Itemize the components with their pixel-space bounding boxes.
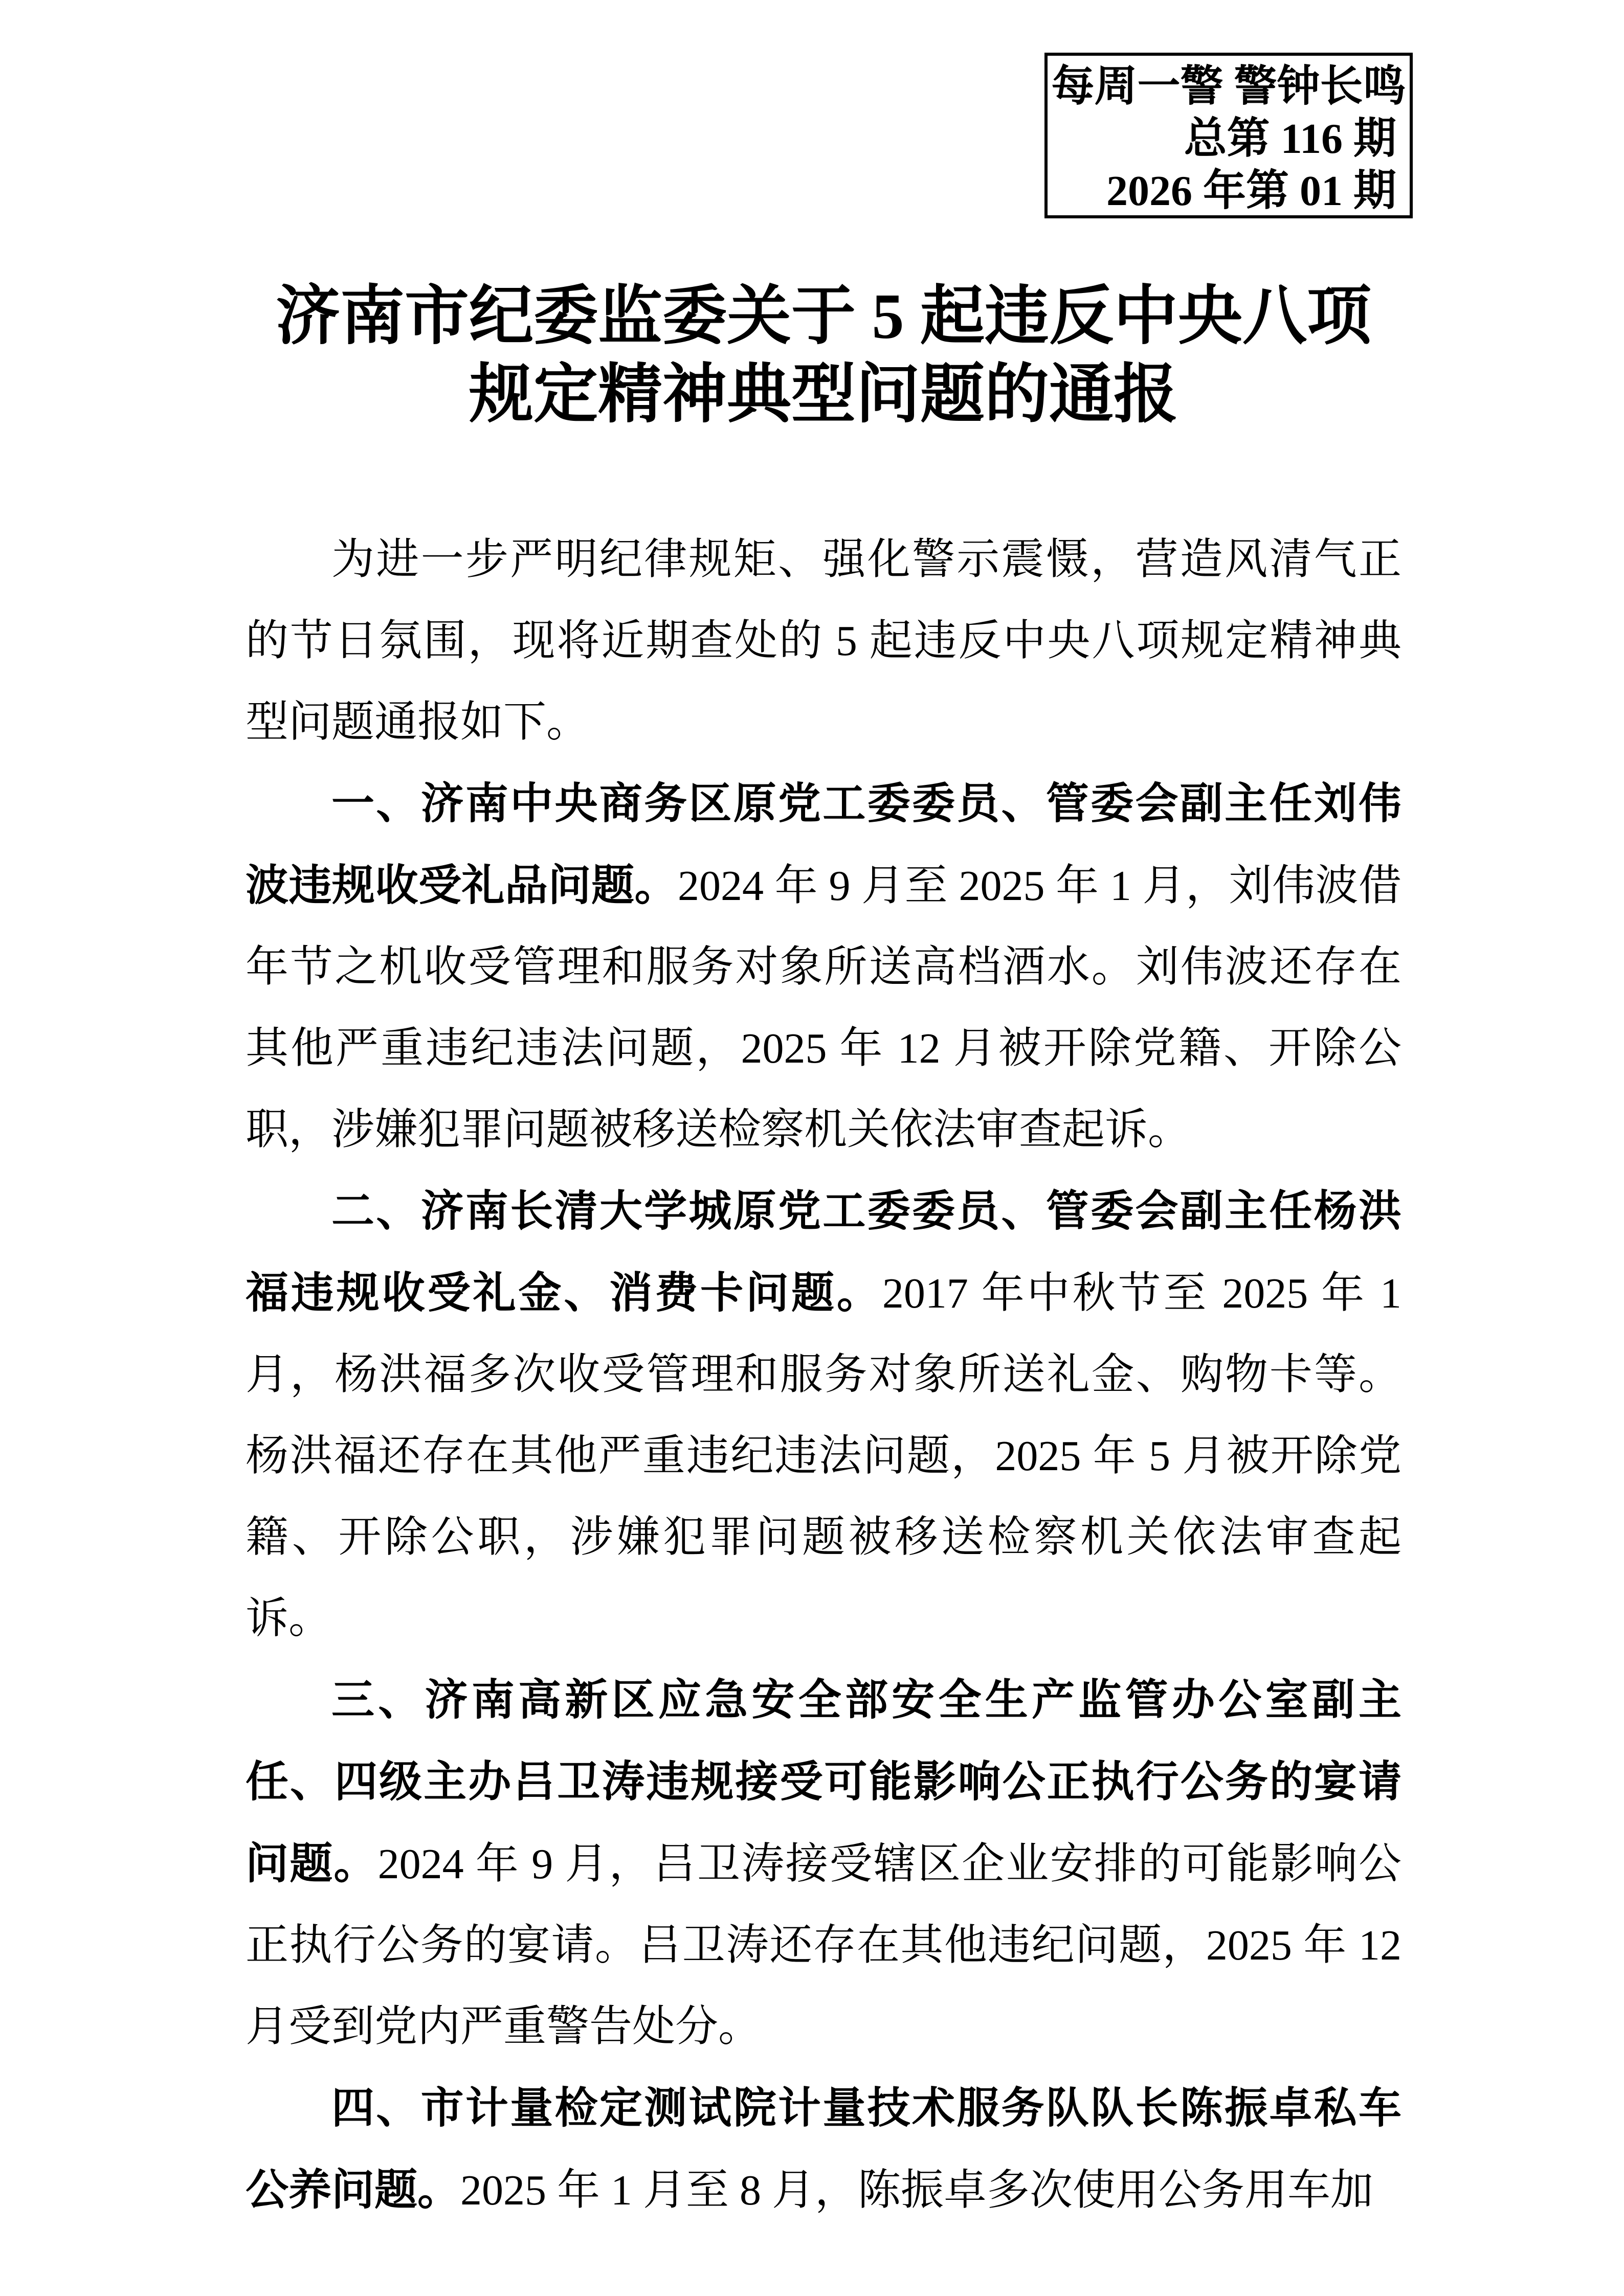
paragraph [246, 763, 1401, 1170]
issue-total-number: 总第 116 期 [1184, 115, 1396, 163]
document-title-line1: 济南市纪委监委关于 5 起违反中央八项 [276, 281, 1371, 352]
body-text-run: 2025 年 1 月至 8 月，陈振卓多次使用公务用车加 [460, 2167, 1374, 2214]
paragraph [246, 1170, 1401, 1659]
body-text-run: 2024 年 9 月至 2025 年 1 月，刘伟波借年节之机收受管理和服务对象所送高档酒水。刘伟波还存在其他严重违纪违法问题，2025 年 12 月被开除党籍、开除公职，涉嫌犯罪问题被移送检察机关依法审查起诉。 [246, 862, 1401, 1154]
section-heading-run: 一、济南中央商务区原党工委委员、管委会副主任刘伟波违规收受礼品问题。 [246, 779, 1401, 909]
section-heading-run: 四、市计量检定测试院计量技术服务队队长陈振卓私车公养问题。 [246, 2084, 1401, 2214]
section-heading-run: 三、济南高新区应急安全部安全生产监管办公室副主任、四级主办吕卫涛违规接受可能影响公正执行公务的宴请问题。 [246, 1676, 1401, 1887]
paragraph [246, 1659, 1401, 2067]
body-text-run: 为进一步严明纪律规矩、强化警示震慑，营造风清气正的节日氛围，现将近期查处的 5 起违反中央八项规定精神典型问题通报如下。 [246, 536, 1401, 746]
issue-motto: 每周一警 警钟长鸣 [1051, 63, 1406, 110]
document-title [246, 278, 1401, 434]
section-heading-run: 二、济南长清大学城原党工委委员、管委会副主任杨洪福违规收受礼金、消费卡问题。 [246, 1187, 1401, 1317]
document-title-line2: 规定精神典型问题的通报 [469, 359, 1178, 431]
document-body [246, 519, 1401, 2231]
issue-year-number: 2026 年第 01 期 [1106, 167, 1396, 215]
issue-info-box [1044, 53, 1413, 218]
paragraph [246, 2067, 1401, 2231]
body-text-run: 2017 年中秋节至 2025 年 1 月，杨洪福多次收受管理和服务对象所送礼金、购物卡等。杨洪福还存在其他严重违纪违法问题，2025 年 5 月被开除党籍、开除公职，涉嫌犯罪问题被移送检察机关依法审查起诉。 [246, 1270, 1401, 1642]
paragraph [246, 519, 1401, 763]
body-text-run: 2024 年 9 月，吕卫涛接受辖区企业安排的可能影响公正执行公务的宴请。吕卫涛还存在其他违纪问题，2025 年 12 月受到党内严重警告处分。 [246, 1840, 1401, 2051]
